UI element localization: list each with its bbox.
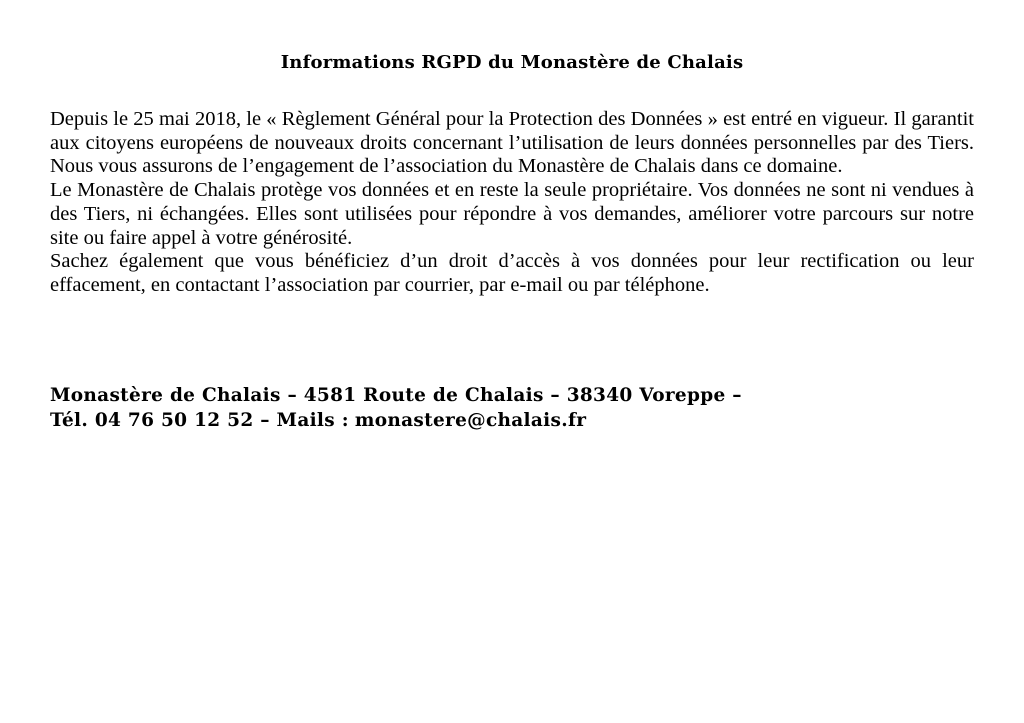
contact-phone: Tél. 04 76 50 12 52 – Mails : (50, 410, 349, 431)
document-title: Informations RGPD du Monastère de Chalais (280, 52, 744, 73)
contact-block (50, 383, 974, 433)
paragraph-data-protection: Le Monastère de Chalais protège vos données et en reste la seule propriétaire. Vos données ne sont ni vendues à des Tiers, ni échangées. Elles sont utilisées pour répondre à vos demandes, améliorer votre parcours sur notre site ou faire appel à votre générosité. (50, 179, 974, 249)
contact-address: Monastère de Chalais – 4581 Route de Chalais – 38340 Voreppe – (50, 385, 742, 406)
paragraph-access-rights: Sachez également que vous bénéficiez d’un droit d’accès à vos données pour leur rectification ou leur effacement, en contactant l’association par courrier, par e-mail ou par téléphone. (50, 250, 974, 296)
contact-email[interactable]: monastere@chalais.fr (354, 410, 587, 431)
document-body (50, 108, 974, 298)
contact-phone-email (50, 408, 974, 433)
paragraph-rgpd-intro: Depuis le 25 mai 2018, le « Règlement Général pour la Protection des Données » est entré en vigueur. Il garantit aux citoyens européens de nouveaux droits concernant l’utilisation de leurs données personnelles par des Tiers. Nous vous assurons de l’engagement de l’association du Monastère de Chalais dans ce domaine. (50, 108, 974, 178)
